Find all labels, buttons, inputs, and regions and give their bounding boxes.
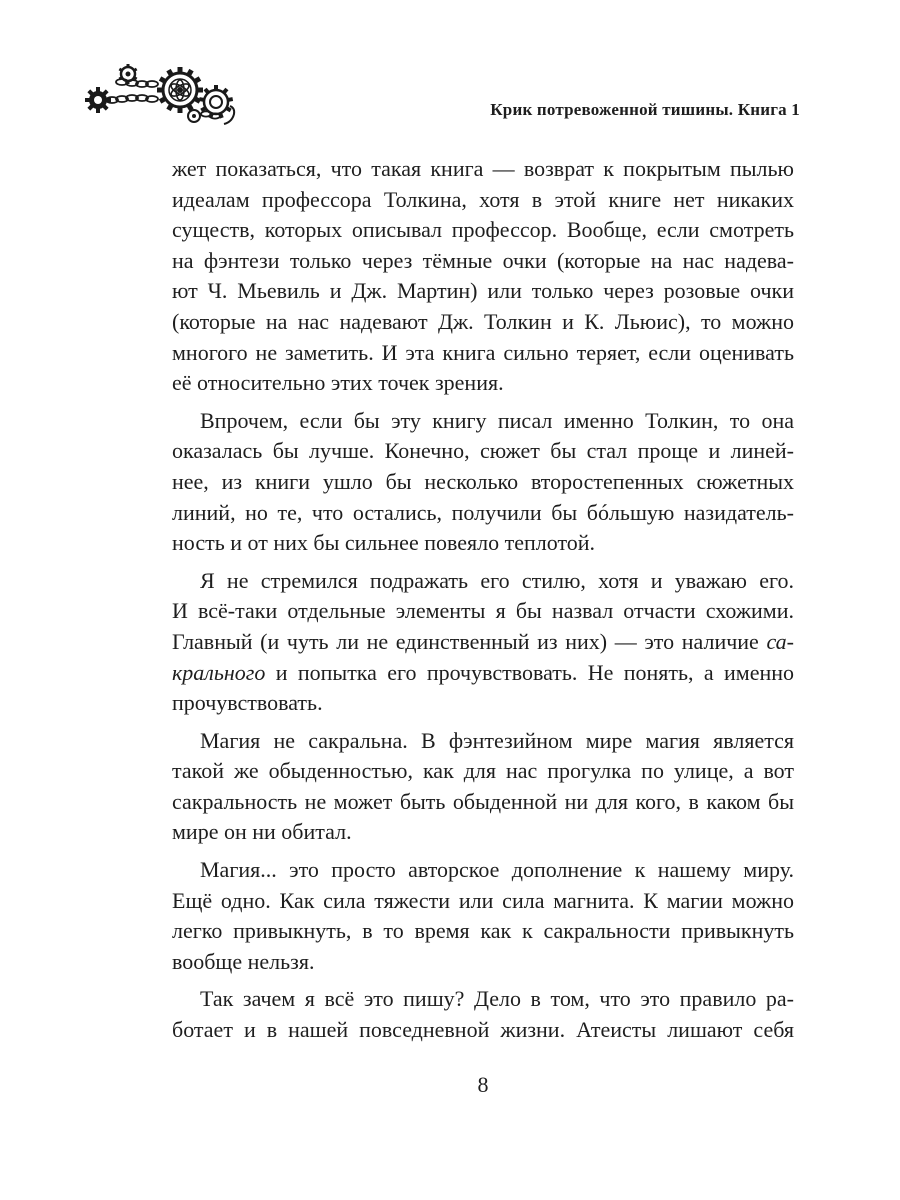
text-line: И всё-таки отдельные элементы я бы назвал отчасти схожими. bbox=[172, 598, 794, 624]
text-line: идеалам профессора Толкина, хотя в этой книге нет никаких bbox=[172, 186, 794, 212]
text-line: оказалась бы лучше. Конечно, сюжет бы стал проще и линей- bbox=[172, 438, 794, 464]
text-line: Так зачем я всё это пишу? Дело в том, что это правило ра- bbox=[200, 986, 794, 1012]
text-line: легко привыкнуть, в то время как к сакральности привыкнуть bbox=[172, 918, 794, 944]
paragraph bbox=[172, 566, 794, 719]
text-line: линий, но те, что остались, получили бы бóльшую назидатель- bbox=[172, 499, 794, 525]
text-line: Ещё одно. Как сила тяжести или сила магнита. К магии можно bbox=[172, 887, 794, 913]
page-number: 8 bbox=[477, 1072, 489, 1097]
italic-word: са- bbox=[766, 628, 794, 654]
text-line: такой же обыденностью, как для нас прогулка по улице, а вот bbox=[172, 758, 794, 784]
text-line: сакральность не может быть обыденной ни для кого, в каком бы bbox=[172, 788, 794, 814]
text-line: Впрочем, если бы эту книгу писал именно Толкин, то она bbox=[200, 407, 794, 433]
running-head-title: Крик потревоженной тишины. Книга 1 bbox=[490, 100, 800, 119]
gears-chain-ornament-icon bbox=[84, 62, 240, 132]
text-line: ботает и в нашей повседневной жизни. Атеисты лишают себя bbox=[172, 1017, 794, 1043]
paragraph bbox=[172, 154, 794, 399]
text-line: прочувствовать. bbox=[172, 690, 323, 716]
text-line: Магия... это просто авторское дополнение к нашему миру. bbox=[200, 857, 794, 883]
paragraph bbox=[172, 984, 794, 1045]
body-text bbox=[172, 154, 794, 1053]
text-line: вообще нельзя. bbox=[172, 948, 315, 974]
text-line: ность и от них бы сильнее повеяло теплотой. bbox=[172, 530, 596, 556]
text-fragment: и попытка его прочувствовать. Не понять, а именно bbox=[275, 659, 794, 685]
italic-word: крального bbox=[172, 659, 266, 685]
text-line: ют Ч. Мьевиль и Дж. Мартин) или только через розовые очки bbox=[172, 278, 794, 304]
text-line bbox=[172, 658, 794, 689]
text-line: Магия не сакральна. В фэнтезийном мире магия является bbox=[200, 727, 794, 753]
text-line: многого не заметить. И эта книга сильно теряет, если оценивать bbox=[172, 339, 794, 365]
text-line: её относительно этих точек зрения. bbox=[172, 370, 504, 396]
text-line: жет показаться, что такая книга — возврат к покрытым пылью bbox=[172, 156, 794, 181]
paragraph bbox=[172, 726, 794, 848]
text-line bbox=[172, 627, 794, 658]
paragraph bbox=[172, 855, 794, 977]
text-line: существ, которых описывал профессор. Вообще, если смотреть bbox=[172, 217, 794, 243]
text-fragment: Главный (и чуть ли не единственный из них) — это наличие bbox=[172, 628, 759, 654]
text-line: (которые на нас надевают Дж. Толкин и К. Льюис), то можно bbox=[172, 308, 794, 334]
text-line: на фэнтези только через тёмные очки (которые на нас надева- bbox=[172, 247, 794, 273]
text-line: мире он ни обитал. bbox=[172, 819, 352, 845]
text-line: Я не стремился подражать его стилю, хотя и уважаю его. bbox=[200, 567, 794, 593]
text-line: нее, из книги ушло бы несколько второстепенных сюжетных bbox=[172, 468, 794, 494]
paragraph bbox=[172, 406, 794, 559]
